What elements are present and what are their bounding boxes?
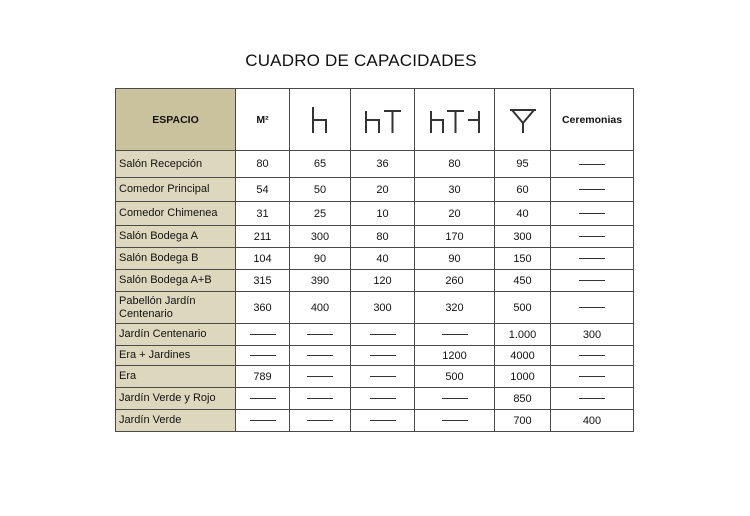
empty-dash bbox=[250, 420, 276, 421]
table-row bbox=[116, 151, 634, 178]
empty-dash bbox=[370, 398, 396, 399]
table-row bbox=[116, 178, 634, 202]
empty-dash bbox=[579, 376, 605, 377]
cell-c3: 260 bbox=[415, 270, 495, 292]
empty-dash bbox=[442, 398, 468, 399]
coctel-icon bbox=[495, 89, 551, 151]
cell-c1: 390 bbox=[290, 270, 351, 292]
table-row bbox=[116, 388, 634, 410]
header-row bbox=[116, 89, 634, 151]
row-name: Jardín Verde bbox=[116, 410, 236, 432]
cell-c4: 850 bbox=[495, 388, 551, 410]
empty-dash bbox=[579, 307, 605, 308]
page-title: CUADRO DE CAPACIDADES bbox=[245, 51, 477, 70]
cell-c3 bbox=[415, 324, 495, 346]
row-name: Pabellón Jardín Centenario bbox=[116, 292, 236, 324]
empty-dash bbox=[442, 420, 468, 421]
teatro-icon bbox=[290, 89, 351, 151]
cell-c2: 20 bbox=[351, 178, 415, 202]
cell-c4: 60 bbox=[495, 178, 551, 202]
cell-cer bbox=[551, 202, 634, 226]
empty-dash bbox=[250, 334, 276, 335]
cell-c2: 300 bbox=[351, 292, 415, 324]
row-name: Era + Jardines bbox=[116, 346, 236, 366]
cell-c3: 1200 bbox=[415, 346, 495, 366]
table-body bbox=[116, 151, 634, 432]
cell-c2: 40 bbox=[351, 248, 415, 270]
cell-m2 bbox=[236, 410, 290, 432]
cell-cer: 300 bbox=[551, 324, 634, 346]
row-name: Salón Bodega A bbox=[116, 226, 236, 248]
empty-dash bbox=[250, 398, 276, 399]
empty-dash bbox=[307, 398, 333, 399]
cell-m2: 80 bbox=[236, 151, 290, 178]
row-name: Jardín Centenario bbox=[116, 324, 236, 346]
cell-c3: 170 bbox=[415, 226, 495, 248]
cell-c1: 25 bbox=[290, 202, 351, 226]
empty-dash bbox=[307, 334, 333, 335]
cell-c3: 30 bbox=[415, 178, 495, 202]
cell-c3: 80 bbox=[415, 151, 495, 178]
cell-c4: 1000 bbox=[495, 366, 551, 388]
cell-c1: 400 bbox=[290, 292, 351, 324]
cell-c4: 700 bbox=[495, 410, 551, 432]
header-espacio: ESPACIO bbox=[116, 89, 236, 151]
cell-c1 bbox=[290, 324, 351, 346]
empty-dash bbox=[307, 376, 333, 377]
cell-cer bbox=[551, 270, 634, 292]
header-ceremonias: Ceremonias bbox=[551, 89, 634, 151]
cell-cer bbox=[551, 388, 634, 410]
row-name: Era bbox=[116, 366, 236, 388]
cell-c4: 1.000 bbox=[495, 324, 551, 346]
table-row bbox=[116, 346, 634, 366]
cell-cer bbox=[551, 178, 634, 202]
cell-c1: 65 bbox=[290, 151, 351, 178]
cell-m2: 360 bbox=[236, 292, 290, 324]
cell-m2: 54 bbox=[236, 178, 290, 202]
escuela-icon bbox=[351, 89, 415, 151]
imperial-icon bbox=[415, 89, 495, 151]
cell-m2 bbox=[236, 346, 290, 366]
empty-dash bbox=[307, 420, 333, 421]
cell-c3: 500 bbox=[415, 366, 495, 388]
empty-dash bbox=[370, 334, 396, 335]
cell-c4: 150 bbox=[495, 248, 551, 270]
cell-c2 bbox=[351, 366, 415, 388]
row-name: Salón Recepción bbox=[116, 151, 236, 178]
table-row bbox=[116, 292, 634, 324]
row-name: Salón Bodega A+B bbox=[116, 270, 236, 292]
cell-cer bbox=[551, 248, 634, 270]
cell-cer bbox=[551, 366, 634, 388]
empty-dash bbox=[370, 376, 396, 377]
cell-c4: 450 bbox=[495, 270, 551, 292]
cell-c2 bbox=[351, 346, 415, 366]
cell-c1 bbox=[290, 366, 351, 388]
cell-m2: 789 bbox=[236, 366, 290, 388]
table-row bbox=[116, 202, 634, 226]
table-row bbox=[116, 248, 634, 270]
row-name: Jardín Verde y Rojo bbox=[116, 388, 236, 410]
cell-m2: 104 bbox=[236, 248, 290, 270]
cell-c1 bbox=[290, 388, 351, 410]
cell-c1 bbox=[290, 346, 351, 366]
cell-c1: 50 bbox=[290, 178, 351, 202]
cell-c4: 4000 bbox=[495, 346, 551, 366]
cell-m2: 31 bbox=[236, 202, 290, 226]
cell-m2: 211 bbox=[236, 226, 290, 248]
header-m2: M² bbox=[236, 89, 290, 151]
empty-dash bbox=[250, 355, 276, 356]
table-row bbox=[116, 410, 634, 432]
cell-c3: 90 bbox=[415, 248, 495, 270]
row-name: Comedor Chimenea bbox=[116, 202, 236, 226]
empty-dash bbox=[370, 420, 396, 421]
cell-c3 bbox=[415, 388, 495, 410]
cell-c4: 300 bbox=[495, 226, 551, 248]
empty-dash bbox=[442, 334, 468, 335]
cell-cer bbox=[551, 151, 634, 178]
cell-c2: 120 bbox=[351, 270, 415, 292]
empty-dash bbox=[307, 355, 333, 356]
cell-c2: 10 bbox=[351, 202, 415, 226]
cell-c2: 36 bbox=[351, 151, 415, 178]
cell-c4: 500 bbox=[495, 292, 551, 324]
empty-dash bbox=[579, 280, 605, 281]
table-row bbox=[116, 226, 634, 248]
cell-cer bbox=[551, 226, 634, 248]
cell-c2: 80 bbox=[351, 226, 415, 248]
empty-dash bbox=[579, 258, 605, 259]
table-row bbox=[116, 270, 634, 292]
cell-m2 bbox=[236, 388, 290, 410]
cell-cer bbox=[551, 346, 634, 366]
cell-c1: 300 bbox=[290, 226, 351, 248]
empty-dash bbox=[579, 398, 605, 399]
cell-c4: 40 bbox=[495, 202, 551, 226]
cell-c1 bbox=[290, 410, 351, 432]
cell-cer: 400 bbox=[551, 410, 634, 432]
cell-m2 bbox=[236, 324, 290, 346]
row-name: Salón Bodega B bbox=[116, 248, 236, 270]
cell-m2: 315 bbox=[236, 270, 290, 292]
table-row bbox=[116, 366, 634, 388]
cell-c1: 90 bbox=[290, 248, 351, 270]
empty-dash bbox=[370, 355, 396, 356]
empty-dash bbox=[579, 213, 605, 214]
empty-dash bbox=[579, 189, 605, 190]
cell-c2 bbox=[351, 324, 415, 346]
table-row bbox=[116, 324, 634, 346]
empty-dash bbox=[579, 355, 605, 356]
cell-cer bbox=[551, 292, 634, 324]
cell-c3: 20 bbox=[415, 202, 495, 226]
cell-c2 bbox=[351, 388, 415, 410]
empty-dash bbox=[579, 236, 605, 237]
cell-c3: 320 bbox=[415, 292, 495, 324]
capacity-table bbox=[115, 88, 634, 432]
cell-c2 bbox=[351, 410, 415, 432]
cell-c4: 95 bbox=[495, 151, 551, 178]
cell-c3 bbox=[415, 410, 495, 432]
row-name: Comedor Principal bbox=[116, 178, 236, 202]
empty-dash bbox=[579, 164, 605, 165]
